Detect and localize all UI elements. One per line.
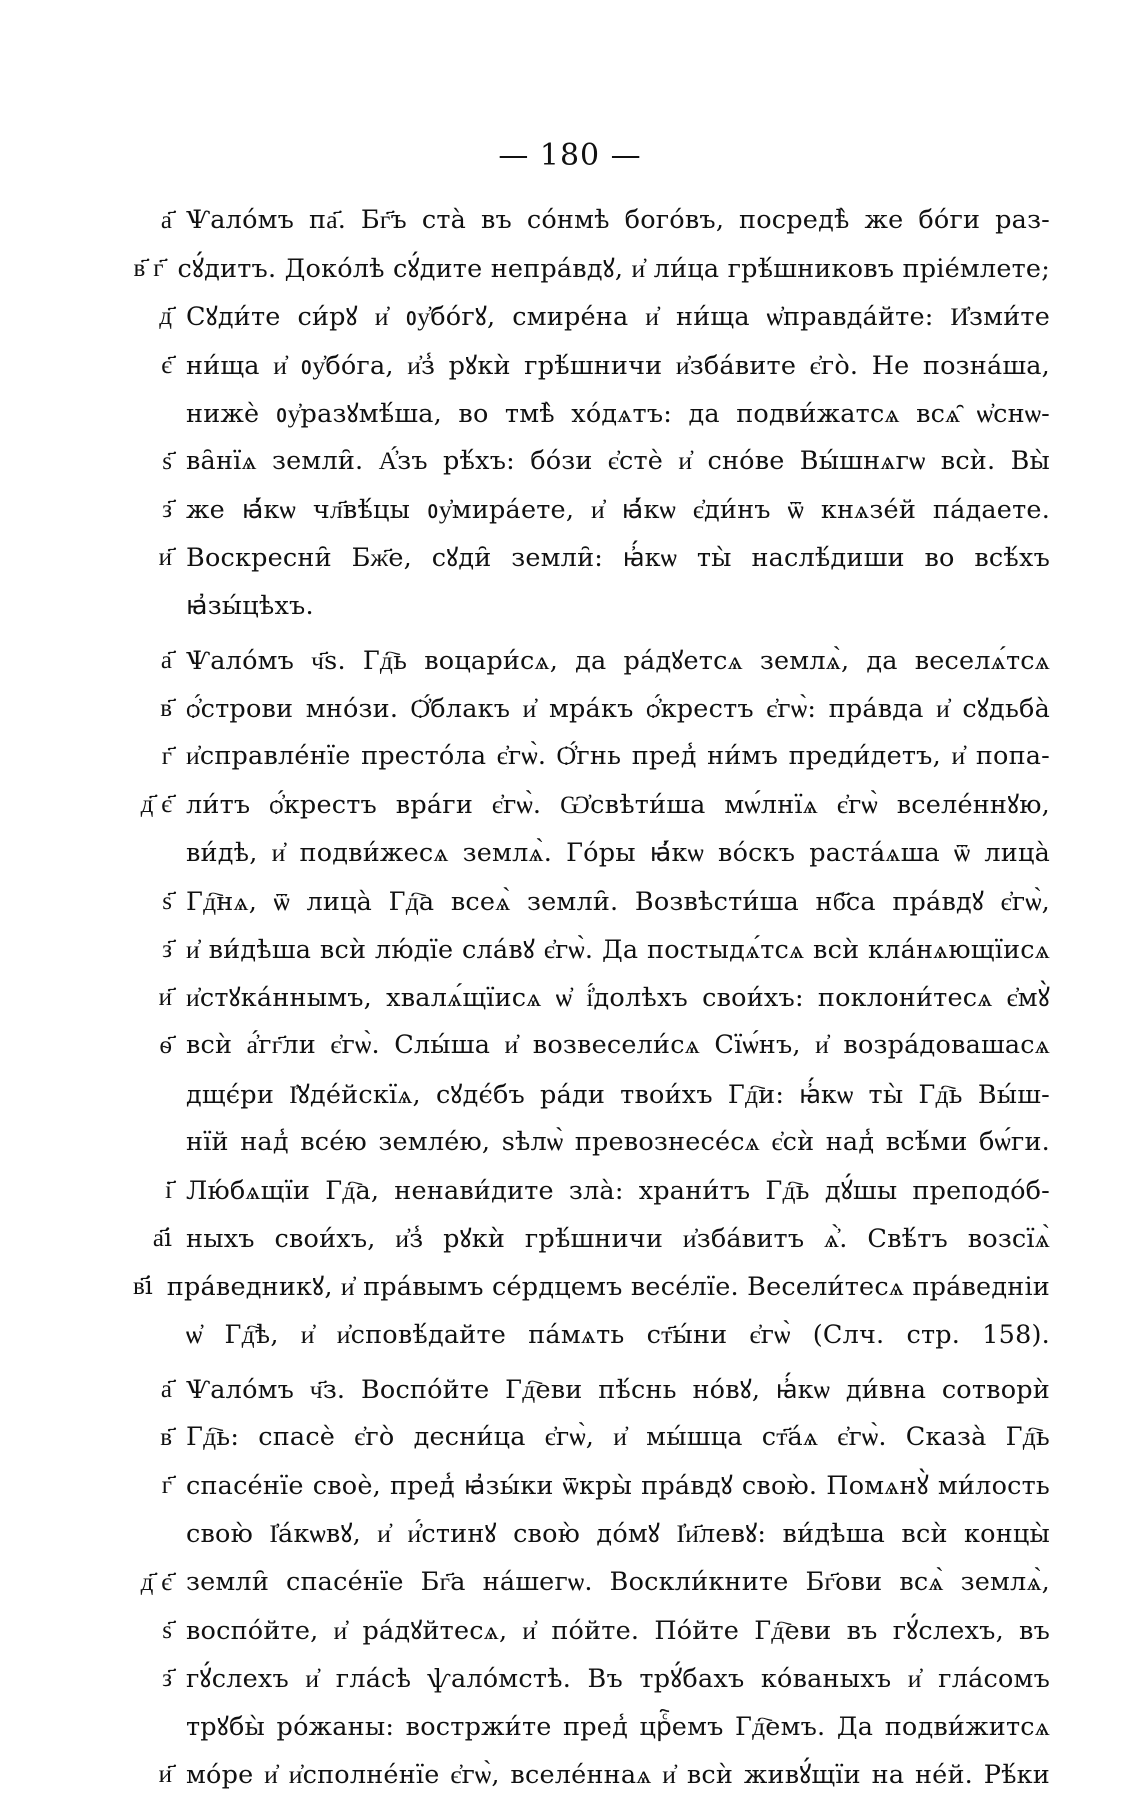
verse-text: спасе́нїе своѐ, пред̾ ꙗ҆зы́ки ѿкры̀ пра́вдꙋ свою̀. Помѧнꙋ̀ ми́лость [186, 1471, 1050, 1502]
verse-text: Ѱало́мъ ч҃ѕ. Гд҇ь воцари́сѧ, да ра́дꙋетсѧ землѧ̀, да веселѧ́тсѧ [186, 645, 1050, 676]
text-line [130, 1072, 1050, 1116]
verse-text: ва̑нїѧ земли̑. А҆́зъ рѣ́хъ: бо́зи є҆стѐ и҆ сно́ве Вы́шнѧгѡ всѝ. Вы̀ [186, 446, 1050, 476]
verse-text: Ѱало́мъ па҃. Бг҃ъ ста̀ въ со́нмѣ бого́въ, посредѣ̀ же бо́ги раз- [186, 205, 1050, 235]
text-line [130, 1415, 1050, 1459]
verse-number: в҃ [160, 1422, 172, 1451]
verse-number: і҃ [165, 1175, 172, 1204]
verse-number: д҃ є҃ [140, 789, 172, 819]
verse-text: нижѐ ᲂу҆разꙋмѣ́ша, во тмѣ̀ хо́дѧтъ: да подви́жатсѧ всѧ̑ ѡ҆снѡ- [186, 398, 1050, 429]
verse-text: и҆справле́нїе престо́ла є҆гѡ̀. Ѻ҆́гнь пред̾ ни́мъ преди́детъ, и҆ попа- [186, 741, 1050, 772]
verse-number: в҃і [132, 1271, 153, 1301]
verse-number: з҃ [162, 934, 172, 963]
verse-text: ѡ҆ Гд҇ѣ, и҆ и҆сповѣ́дайте па́мѧть ст҃ы́ни є҆гѡ̀ (Слч. стр. 158). [186, 1319, 1050, 1350]
verse-number: з҃ [162, 1663, 172, 1692]
verse-text: трꙋбы̀ ро́жаны: востржи́те пред̾ црⷭ҇емъ Гд҇емъ. Да подви́житсѧ [186, 1712, 1050, 1743]
verse-text: ѻ҆́строви мно́зи. Ѻ҆́блакъ и҆ мра́къ ѻ҆́крестъ є҆гѡ̀: пра́вда и҆ сꙋдьба̀ [186, 694, 1050, 724]
text-line [130, 1120, 1050, 1164]
verse-text: и҆ ви́дѣша всѝ лю́дїе сла́вꙋ є҆гѡ̀. Да постыдѧ́тсѧ всѝ кла́нѧющїисѧ [186, 935, 1050, 965]
verse-text: пра́ведникꙋ, и҆ пра́вымъ се́рдцемъ весе́лїе. Весели́тесѧ пра́ведніи [166, 1272, 1050, 1303]
verse-text: мо́ре и҆ и҆сполне́нїе є҆гѡ̀, вселе́ннаѧ и҆ всѝ живꙋ́щїи на не́й. Рѣ́ки [186, 1760, 1050, 1791]
verse-number: ѕ҃ [162, 885, 172, 915]
verse-text: всѝ а҆́гг҃ли є҆гѡ̀. Слы́ша и҆ возвесели́сѧ Сїѡ́нъ, и҆ возра́довашасѧ [186, 1030, 1050, 1061]
verse-text: ви́дѣ, и҆ подви́жесѧ землѧ̀. Го́ры ꙗ҆́кѡ во́скъ раста́ѧша ѿ лица̀ [186, 837, 1050, 868]
text-line [130, 686, 1050, 730]
verse-text: ꙗ҆зы́цѣхъ. [186, 590, 314, 621]
verse-text: воспо́йте, и҆ ра́дꙋйтесѧ, и҆ по́йте. По́йте Гд҇еви въ гꙋ́слехъ, въ [186, 1615, 1050, 1646]
verse-number: д҃ є҃ [140, 1566, 172, 1596]
verse-text: свою̀ І҆а́кѡвꙋ, и҆ и҆́стинꙋ свою̀ до́мꙋ І҆и҃левꙋ: ви́дѣша всѝ концы̀ [186, 1519, 1050, 1550]
verse-number: г҃ [161, 1470, 172, 1500]
text-line [130, 391, 1050, 435]
text-line [130, 782, 1050, 826]
text-line [130, 294, 1050, 338]
text-line [130, 1608, 1050, 1652]
text-line [130, 198, 1050, 242]
verse-text: Гд҇ь: спасѐ є҆го̀ десни́ца є҆гѡ̀, и҆ мы́шца ст҃а́ѧ є҆гѡ̀. Сказа̀ Гд҇ь [186, 1422, 1050, 1452]
text-line [130, 975, 1050, 1019]
verse-number: ѕ҃ [162, 1614, 172, 1644]
text-line [130, 1168, 1050, 1212]
verse-number: д҃ [159, 301, 172, 331]
verse-number: в҃ [160, 693, 172, 722]
text-line [130, 246, 1050, 290]
text-line [130, 1463, 1050, 1507]
verse-number: ѕ҃ [162, 446, 172, 475]
verse-number: в҃ г҃ [133, 253, 164, 283]
verse-number: а҃ [160, 205, 172, 234]
verse-number: є҃ [161, 349, 172, 379]
verse-number: з҃ [162, 494, 172, 524]
text-line [130, 1023, 1050, 1067]
verse-text: Лю́бѧщїи Гд҇а, ненави́дите зла̀: храни́тъ Гд҇ь дꙋ́шы преподо́б- [186, 1176, 1050, 1206]
verse-text: земли̑ спасе́нїе Бг҃а на́шегѡ. Воскли́кните Бг҃ови всѧ̀ землѧ̀, [186, 1566, 1050, 1597]
text-line [130, 1511, 1050, 1555]
text-line [130, 584, 1050, 628]
verse-text: нїй над̾ все́ю земле́ю, ѕѣлѡ̀ превознесе́сѧ є҆сѝ над̾ всѣ́ми бѡ́ги. [186, 1126, 1050, 1157]
verse-text: Ѱало́мъ ч҃з. Воспо́йте Гд҇еви пѣ́снь но́вꙋ, ꙗ҆́кѡ ди́вна сотворѝ [186, 1374, 1050, 1405]
text-line [130, 1704, 1050, 1748]
text-line [130, 1313, 1050, 1357]
verse-text: и҆стꙋка́ннымъ, хвалѧ́щїисѧ ѡ҆ і҆́долѣхъ свои́хъ: поклони́тесѧ є҆мꙋ̀ [186, 983, 1050, 1014]
verse-number: и҃ [158, 982, 172, 1012]
text-line [130, 487, 1050, 531]
verse-text: ни́ща и҆ ᲂу҆бо́га, и҆з̾ рꙋкѝ грѣ́шничи и҆зба́вите є҆го̀. Не позна́ша, [186, 350, 1050, 381]
page-number: — 180 — [498, 138, 642, 173]
text-line [130, 638, 1050, 682]
text-line [130, 927, 1050, 971]
verse-number: а҃і [152, 1223, 172, 1253]
text-line [130, 1216, 1050, 1260]
text-line [130, 879, 1050, 923]
verse-number: и҃ [158, 1759, 172, 1789]
verse-number: ѳ҃ [159, 1030, 172, 1060]
verse-text: ли́тъ ѻ҆́крестъ вра́ги є҆гѡ̀. Ѡ҆свѣти́ша мѡ́лнїѧ є҆гѡ̀ вселе́ннꙋю, [186, 790, 1050, 821]
text-line [130, 1367, 1050, 1411]
verse-text: Сꙋди́те си́рꙋ и҆ ᲂу҆бо́гꙋ, смире́на и҆ ни́ща ѡ҆правда́йте: И҆зми́те [186, 302, 1050, 333]
verse-number: а҃ [160, 644, 172, 674]
text-line [130, 1656, 1050, 1700]
verse-text: Гд҇нѧ, ѿ лица̀ Гд҇а всеѧ̀ земли̑. Возвѣсти́ша нб҃са пра́вдꙋ є҆гѡ̀, [186, 886, 1050, 917]
text-line [130, 1264, 1050, 1308]
verse-text: гꙋ́слехъ и҆ гла́сѣ ѱало́мстѣ. Въ трꙋ́бахъ ко́ваныхъ и҆ гла́сомъ [186, 1664, 1050, 1694]
verse-number: а҃ [160, 1373, 172, 1403]
verse-text: дщє́ри І҆ꙋде́йскїѧ, сꙋдє́бъ ра́ди твои́хъ Гд҇и: ꙗ҆́кѡ ты̀ Гд҇ь Вы́ш- [186, 1079, 1050, 1110]
text-line [130, 831, 1050, 875]
text-line [130, 343, 1050, 387]
text-line [130, 439, 1050, 483]
text-line [130, 535, 1050, 579]
text-line [130, 734, 1050, 778]
verse-text: же ꙗ҆́кѡ чл҃вѣ́цы ᲂу҆мира́ете, и҆ ꙗ҆́кѡ є҆ди́нъ ѿ кнѧзе́й па́даете. [186, 495, 1050, 526]
verse-number: г҃ [161, 741, 172, 771]
verse-text: Воскресни̑ Бж҃е, сꙋди̑ земли̑: ꙗ҆́кѡ ты̀ наслѣ́диши во всѣ́хъ [186, 543, 1050, 574]
text-line [130, 1560, 1050, 1604]
text-line [130, 1752, 1050, 1796]
verse-text: сꙋ́дитъ. Доко́лѣ сꙋ́дите непра́вдꙋ, и҆ ли́ца грѣ́шниковъ пріе́млете; [177, 254, 1050, 285]
verse-number: и҃ [158, 542, 172, 572]
verse-text: ныхъ свои́хъ, и҆з̾ рꙋкѝ грѣ́шничи и҆зба́витъ ѧ҆̀. Свѣ́тъ возсїѧ̀ [186, 1224, 1050, 1255]
